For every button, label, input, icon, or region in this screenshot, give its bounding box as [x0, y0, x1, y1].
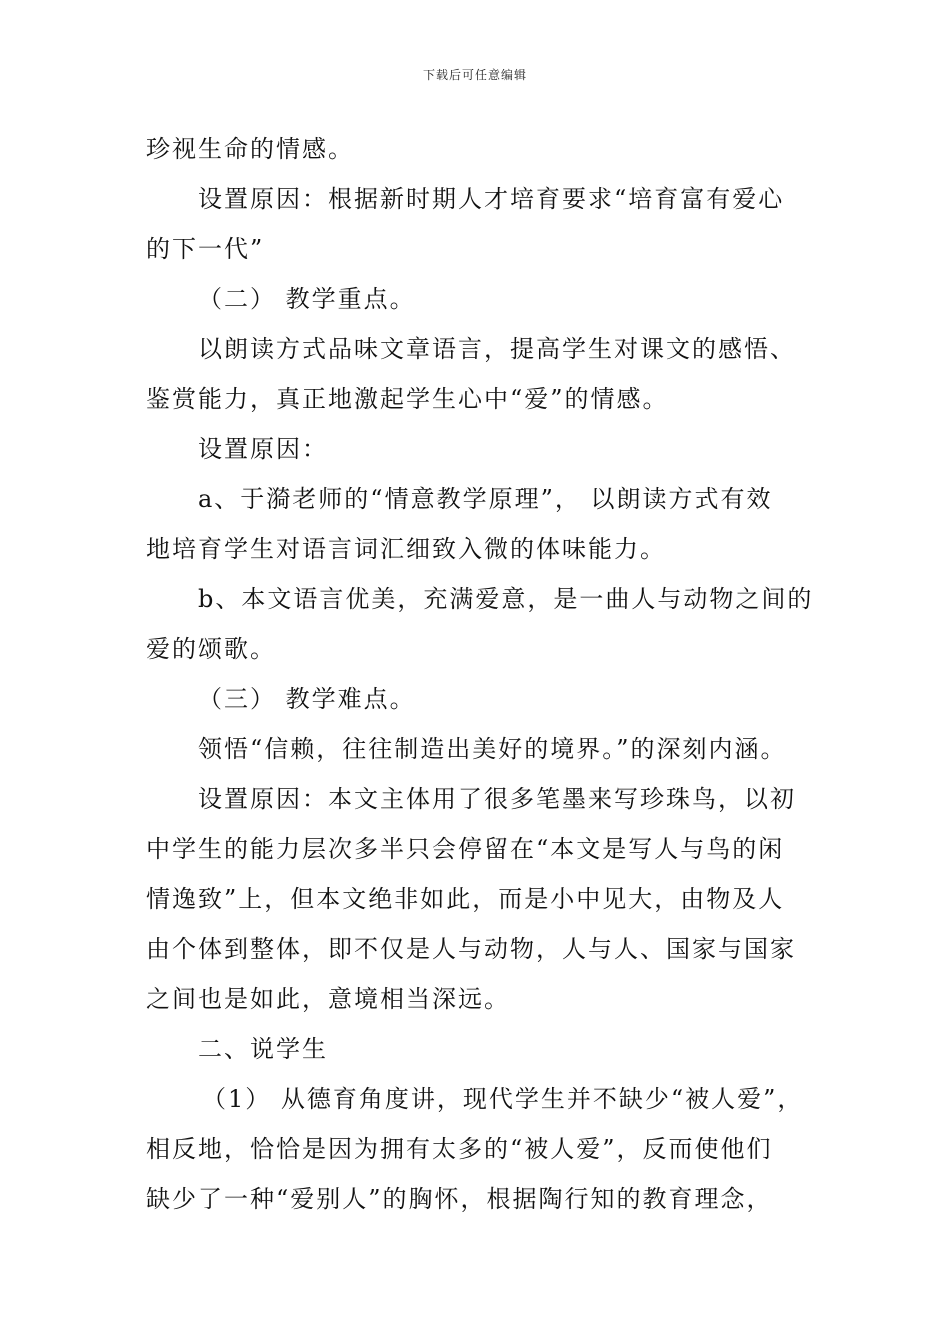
- text-line: 中学生的能力层次多半只会停留在“本文是写人与鸟的闲: [146, 835, 785, 863]
- text-line: b、本文语言优美，充满爱意，是一曲人与动物之间的: [198, 585, 814, 613]
- text-line: 以朗读方式品味文章语言，提高学生对课文的感悟、: [198, 335, 796, 363]
- text-line: 的下一代”: [146, 235, 265, 263]
- text-line: 珍视生命的情感。: [146, 135, 354, 163]
- text-line: （1） 从德育角度讲，现代学生并不缺少“被人爱”，: [202, 1085, 804, 1113]
- header-note: 下载后可任意编辑: [422, 68, 527, 82]
- text-line: 相反地，恰恰是因为拥有太多的“被人爱”，反而使他们: [146, 1135, 773, 1163]
- text-line: a、于漪老师的“情意教学原理”， 以朗读方式有效: [198, 485, 773, 513]
- text-line: 鉴赏能力，真正地激起学生心中“爱”的情感。: [146, 385, 669, 413]
- text-line: 设置原因：: [198, 435, 328, 463]
- text-line: 之间也是如此，意境相当深远。: [146, 985, 510, 1013]
- section-heading: （三） 教学难点。: [198, 685, 416, 713]
- text-line: 领悟“信赖，往往制造出美好的境界。”的深刻内涵。: [198, 735, 787, 763]
- text-line: 设置原因：本文主体用了很多笔墨来写珍珠鸟，以初: [198, 785, 796, 813]
- text-line: 设置原因：根据新时期人才培育要求“培育富有爱心: [198, 185, 785, 213]
- document-body: [146, 124, 818, 1224]
- text-line: 由个体到整体，即不仅是人与动物，人与人、国家与国家: [146, 935, 796, 963]
- section-heading: 二、说学生: [198, 1035, 328, 1063]
- text-line: 缺少了一种“爱别人”的胸怀，根据陶行知的教育理念，: [146, 1185, 773, 1213]
- text-line: 情逸致”上，但本文绝非如此，而是小中见大，由物及人: [146, 885, 785, 913]
- text-line: 爱的颂歌。: [146, 635, 276, 663]
- text-line: 地培育学生对语言词汇细致入微的体味能力。: [146, 535, 666, 563]
- section-heading: （二） 教学重点。: [198, 285, 416, 313]
